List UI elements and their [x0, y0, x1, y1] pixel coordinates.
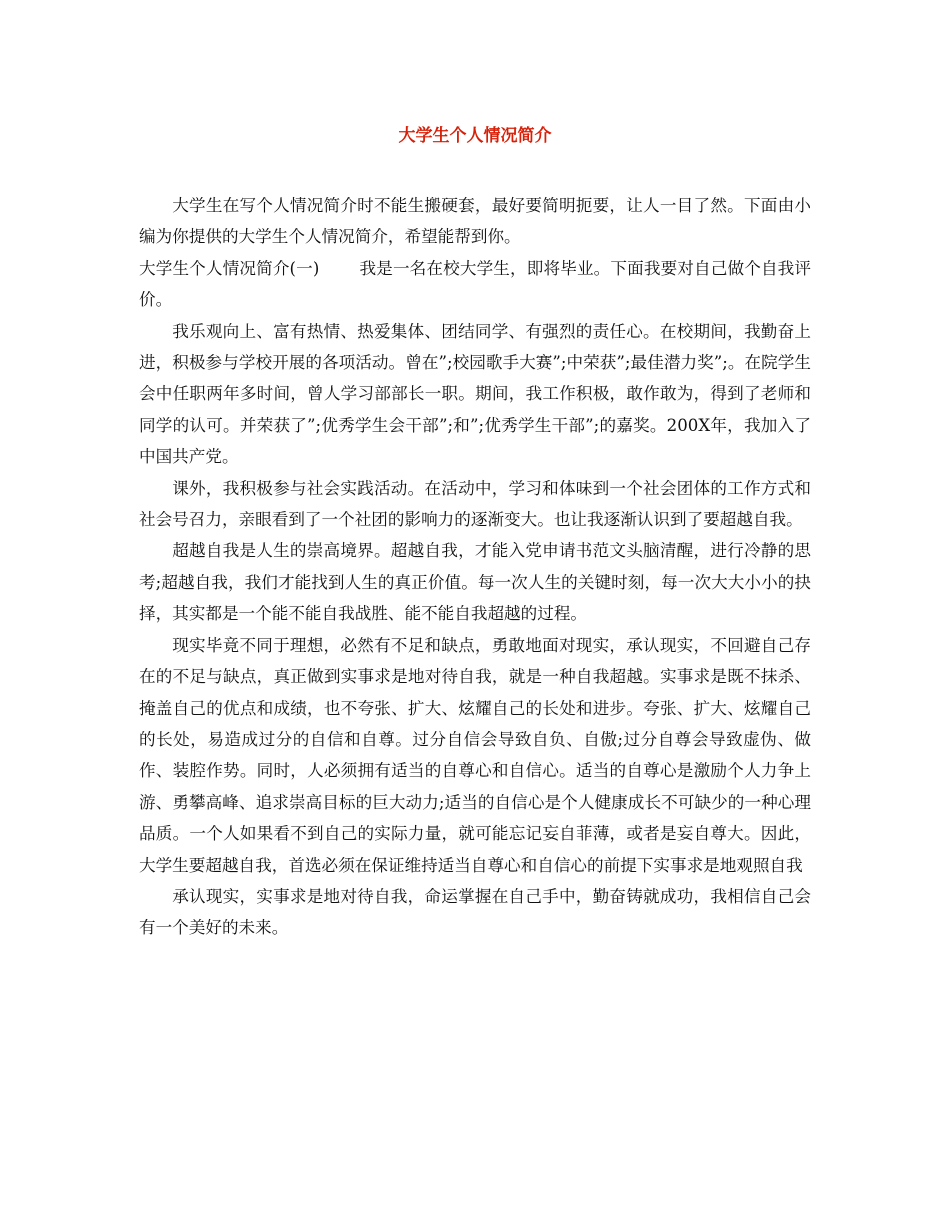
body-paragraph-2: 课外，我积极参与社会实践活动。在活动中，学习和体味到一个社会团体的工作方式和社会号召力，亲眼看到了一个社团的影响力的逐渐变大。也让我逐渐认识到了要超越自我。: [139, 478, 811, 530]
body-paragraph-5: 承认现实，实事求是地对待自我，命运掌握在自己手中，勤奋铸就成功，我相信自己会有一个美好的未来。: [139, 886, 811, 938]
section-first-text: 我是一名在校大学生，即将毕业。下面我要对自己做个自我评价。: [139, 258, 811, 310]
body-paragraph-3: 超越自我是人生的崇高境界。超越自我，才能入党申请书范文头脑清醒，进行冷静的思考;超越自我，我们才能找到人生的真正价值。每一次人生的关键时刻，每一次大大小小的抉择，其实都是一个能不能自我战胜、能不能自我超越的过程。: [139, 541, 811, 624]
body-paragraph-4: 现实毕竟不同于理想，必然有不足和缺点，勇敢地面对现实，承认现实，不回避自己存在的不足与缺点，真正做到实事求是地对待自我，就是一种自我超越。实事求是既不抹杀、掩盖自己的优点和成绩，也不夸张、扩大、炫耀自己的长处和进步。夸张、扩大、炫耀自己的长处，易造成过分的自信和自尊。过分自信会导致自负、自傲;过分自尊会导致虚伪、做作、装腔作势。同时，人必须拥有适当的自尊心和自信心。适当的自尊心是激励个人力争上游、勇攀高峰、追求崇高目标的巨大动力;适当的自信心是个人健康成长不可缺少的一种心理品质。一个人如果看不到自己的实际力量，就可能忘记妄自菲薄，或者是妄自尊大。因此，大学生要超越自我，首选必须在保证维持适当自尊心和自信心的前提下实事求是地观照自我: [139, 635, 811, 875]
document-body: [139, 190, 811, 944]
document-title: 大学生个人情况简介: [398, 126, 552, 146]
body-paragraph-1: 我乐观向上、富有热情、热爱集体、团结同学、有强烈的责任心。在校期间，我勤奋上进，积极参与学校开展的各项活动。曾在”;校园歌手大赛”;中荣获”;最佳潜力奖”;。在院学生会中任职两年多时间，曾人学习部部长一职。期间，我工作积极，敢作敢为，得到了老师和同学的认可。并荣获了”;优秀学生会干部”;和”;优秀学生干部”;的嘉奖。200X年，我加入了中国共产党。: [139, 321, 811, 467]
section-heading: 大学生个人情况简介(一): [139, 258, 320, 278]
section-paragraph: [139, 253, 811, 316]
intro-paragraph: 大学生在写个人情况简介时不能生搬硬套，最好要简明扼要，让人一目了然。下面由小编为你提供的大学生个人情况简介，希望能帮到你。: [139, 196, 811, 247]
